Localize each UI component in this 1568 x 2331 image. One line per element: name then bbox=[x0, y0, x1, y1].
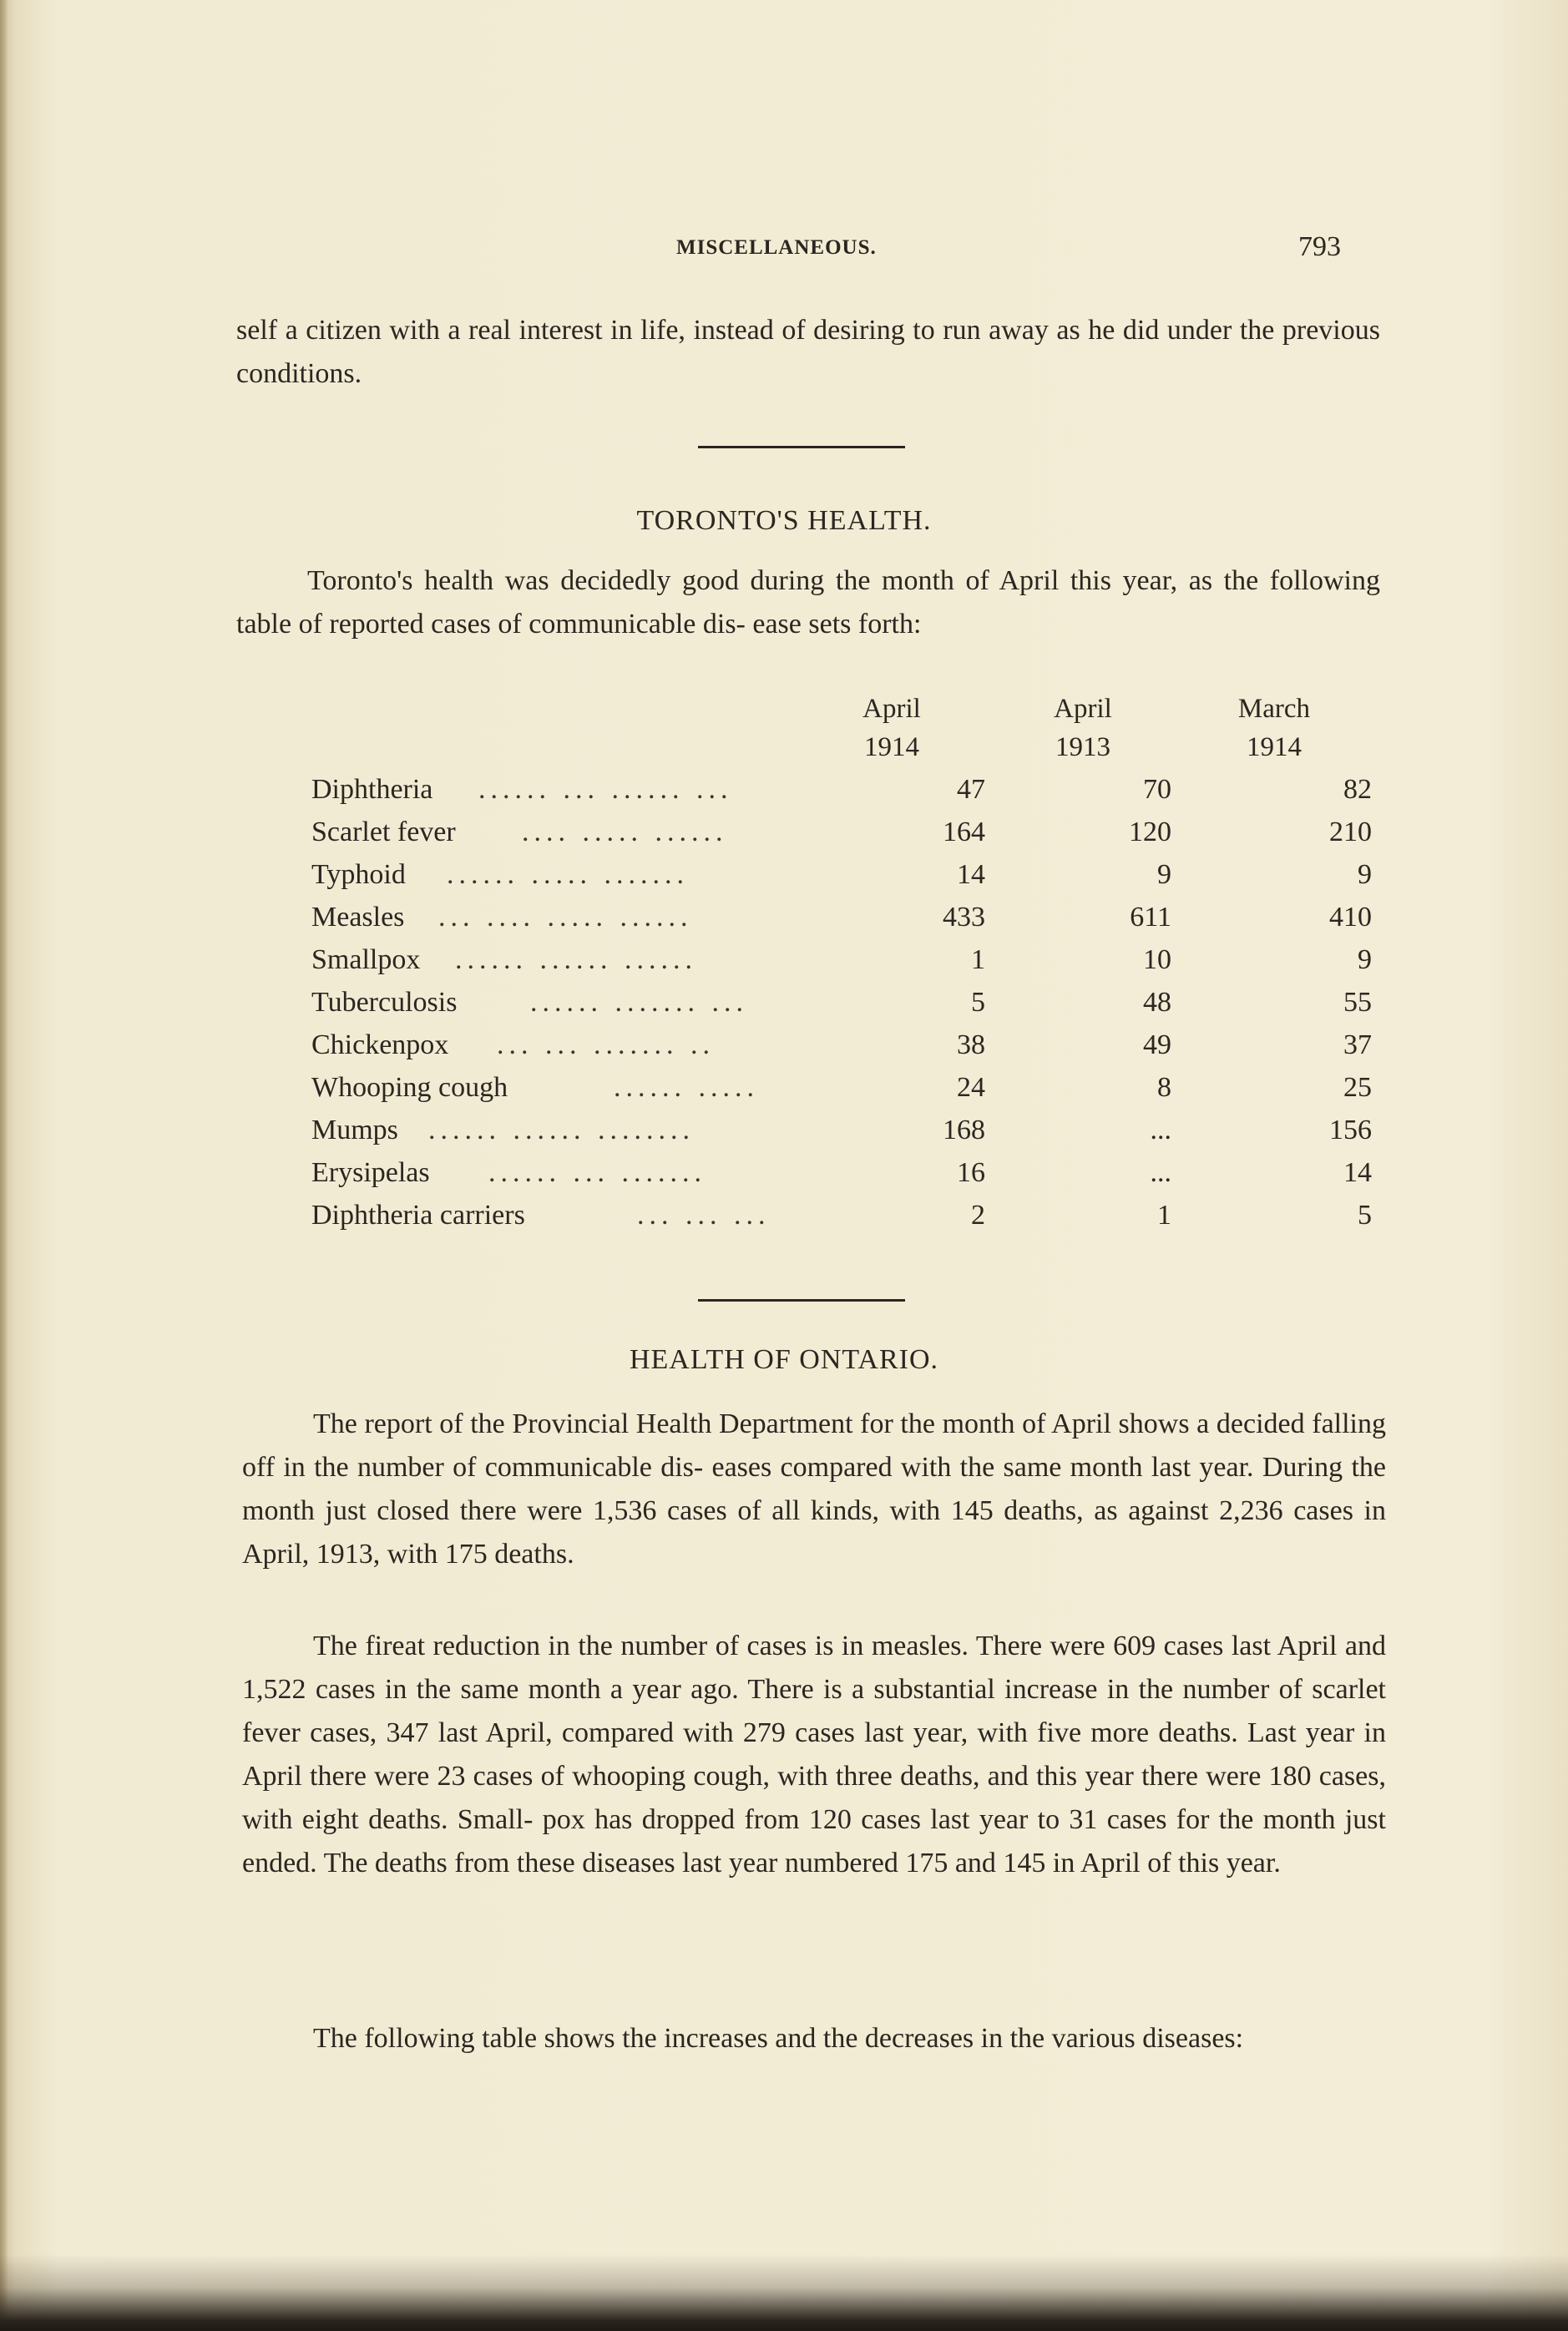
cell-march-1914: 156 bbox=[1329, 1115, 1372, 1145]
cell-april-1914: 164 bbox=[943, 817, 985, 847]
intro-paragraph: self a citizen with a real interest in life, instead of desiring to run away as he did under the previous conditions. bbox=[236, 315, 1380, 389]
cell-april-1914: 16 bbox=[957, 1157, 985, 1188]
table-row bbox=[311, 1200, 1372, 1241]
cell-march-1914: 9 bbox=[1358, 944, 1372, 975]
cell-march-1914: 14 bbox=[1343, 1157, 1372, 1188]
cell-april-1913: 9 bbox=[1157, 859, 1171, 890]
disease-name: Smallpox bbox=[311, 944, 421, 975]
cell-march-1914: 25 bbox=[1343, 1072, 1372, 1103]
column-header-april-1913 bbox=[1037, 690, 1129, 766]
leader-dots: ... .... ..... ...... bbox=[438, 902, 693, 933]
leader-dots: ...... ..... ....... bbox=[447, 859, 689, 890]
cell-april-1913: ... bbox=[1150, 1157, 1171, 1188]
table-row bbox=[311, 902, 1372, 943]
cell-april-1914: 47 bbox=[957, 774, 985, 805]
cell-april-1913: ... bbox=[1150, 1115, 1171, 1145]
column-header-line: April bbox=[862, 694, 921, 724]
table-row bbox=[311, 987, 1372, 1029]
table-row bbox=[311, 817, 1372, 858]
column-header-march-1914 bbox=[1224, 690, 1324, 766]
disease-name: Typhoid bbox=[311, 859, 406, 890]
running-head: MISCELLANEOUS. bbox=[676, 236, 877, 259]
cell-april-1913: 611 bbox=[1130, 902, 1171, 933]
cell-april-1914: 168 bbox=[943, 1115, 985, 1145]
leader-dots: ...... ...... ...... bbox=[455, 944, 697, 975]
disease-name: Whooping cough bbox=[311, 1072, 508, 1103]
cell-april-1913: 8 bbox=[1157, 1072, 1171, 1103]
cell-april-1914: 14 bbox=[957, 859, 985, 890]
leader-dots: .... ..... ...... bbox=[522, 817, 728, 847]
leader-dots: ...... ... ....... bbox=[488, 1157, 706, 1188]
disease-name: Mumps bbox=[311, 1115, 398, 1145]
cell-march-1914: 55 bbox=[1343, 987, 1372, 1018]
leader-dots: ... ... ... bbox=[637, 1200, 771, 1231]
table-row bbox=[311, 1115, 1372, 1156]
table-row bbox=[311, 944, 1372, 986]
leader-dots: ...... ... ...... ... bbox=[478, 774, 733, 805]
page-header bbox=[0, 231, 1568, 270]
disease-name: Erysipelas bbox=[311, 1157, 430, 1188]
cell-april-1913: 48 bbox=[1143, 987, 1171, 1018]
leader-dots: ...... ....... ... bbox=[530, 987, 748, 1018]
leader-dots: ...... ...... ........ bbox=[428, 1115, 695, 1145]
cell-april-1914: 5 bbox=[971, 987, 985, 1018]
disease-name: Tuberculosis bbox=[311, 987, 458, 1018]
toronto-section-title: TORONTO'S HEALTH. bbox=[636, 505, 932, 536]
page-edge-shadow bbox=[0, 2254, 1568, 2331]
cell-april-1913: 1 bbox=[1157, 1200, 1171, 1231]
section-divider-1 bbox=[698, 446, 905, 448]
section-divider-2 bbox=[698, 1299, 905, 1302]
column-header-year: 1914 bbox=[864, 732, 919, 762]
ontario-paragraph-1: The report of the Provincial Health Department for the month of April shows a decided falling off in the number of communicable dis- eases compared with the same month last year. During the month just closed there were 1,536 cases of all kinds, with 145 deaths, as against 2,236 cases in April, 1913, with 175 deaths. bbox=[242, 1408, 1386, 1570]
column-header-year: 1914 bbox=[1247, 732, 1302, 762]
cell-april-1913: 120 bbox=[1129, 817, 1171, 847]
cell-march-1914: 9 bbox=[1358, 859, 1372, 890]
table-row bbox=[311, 1029, 1372, 1071]
cell-april-1914: 24 bbox=[957, 1072, 985, 1103]
cell-april-1914: 433 bbox=[943, 902, 985, 933]
cell-march-1914: 5 bbox=[1358, 1200, 1372, 1231]
column-header-line: March bbox=[1237, 694, 1311, 724]
column-header-year: 1913 bbox=[1055, 732, 1110, 762]
cell-april-1914: 2 bbox=[971, 1200, 985, 1231]
toronto-paragraph: Toronto's health was decidedly good during the month of April this year, as the following table of reported cases of communicable dis- ease sets forth: bbox=[236, 565, 1380, 640]
column-header-line: April bbox=[1054, 694, 1112, 724]
leader-dots: ...... ..... bbox=[614, 1072, 759, 1103]
disease-name: Diphtheria carriers bbox=[311, 1200, 525, 1231]
cell-april-1913: 70 bbox=[1143, 774, 1171, 805]
disease-name: Diphtheria bbox=[311, 774, 433, 805]
cell-march-1914: 82 bbox=[1343, 774, 1372, 805]
column-header-april-1914 bbox=[846, 690, 938, 766]
binding-shadow bbox=[0, 0, 8, 2331]
cell-april-1914: 1 bbox=[971, 944, 985, 975]
table-row bbox=[311, 774, 1372, 816]
ontario-paragraph-2: The fireat reduction in the number of cases is in measles. There were 609 cases last April and 1,522 cases in the same month a year ago. There is a substantial increase in the number of scarlet fever cases, 347 last April, compared with 279 cases last year, with five more deaths. Last year in April there were 23 cases of whooping cough, with three deaths, and this year there were 180 cases, with eight deaths. Small- pox has dropped from 120 cases last year to 31 cases for the month just ended. The deaths from these diseases last year numbered 175 and 145 in April of this year. bbox=[242, 1631, 1386, 1878]
disease-name: Measles bbox=[311, 902, 405, 933]
cell-april-1914: 38 bbox=[957, 1029, 985, 1060]
cell-april-1913: 10 bbox=[1143, 944, 1171, 975]
table-row bbox=[311, 1072, 1372, 1114]
cell-march-1914: 37 bbox=[1343, 1029, 1372, 1060]
ontario-section-title: HEALTH OF ONTARIO. bbox=[629, 1344, 939, 1375]
table-row bbox=[311, 1157, 1372, 1199]
page-number: 793 bbox=[1298, 231, 1341, 262]
leader-dots: ... ... ....... .. bbox=[497, 1029, 715, 1060]
cell-march-1914: 210 bbox=[1329, 817, 1372, 847]
disease-name: Scarlet fever bbox=[311, 817, 456, 847]
cell-march-1914: 410 bbox=[1329, 902, 1372, 933]
cell-april-1913: 49 bbox=[1143, 1029, 1171, 1060]
disease-name: Chickenpox bbox=[311, 1029, 449, 1060]
table-row bbox=[311, 859, 1372, 901]
ontario-paragraph-3: The following table shows the increases and the decreases in the various diseases: bbox=[313, 2023, 1244, 2054]
